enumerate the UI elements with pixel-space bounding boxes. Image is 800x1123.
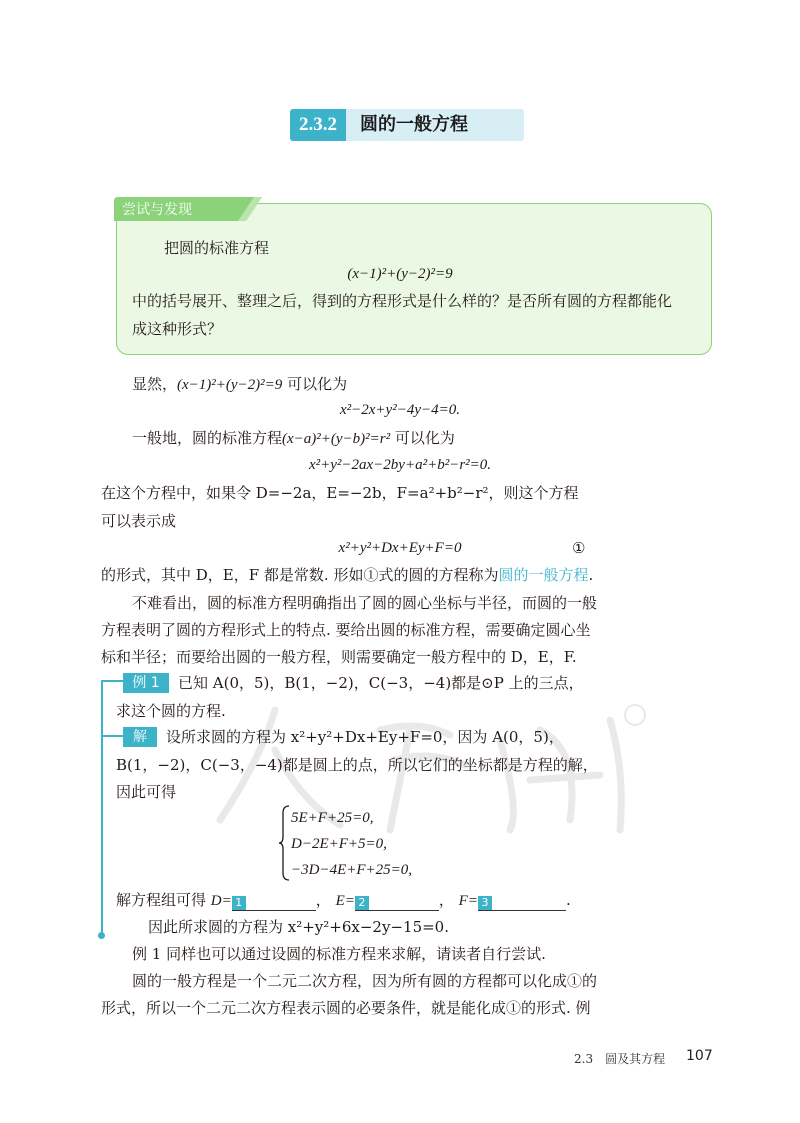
- paragraph-1: 显然，(x−1)²+(y−2)²=9 可以化为: [132, 375, 348, 393]
- key-term: 圆的一般方程: [498, 566, 589, 584]
- paragraph-4: 的形式，其中 D，E，F 都是常数. 形如①式的圆的方程称为圆的一般方程.: [101, 566, 594, 584]
- blank-1[interactable]: [232, 890, 316, 911]
- system-equation-3: −3D−4E+F+25=0,: [291, 862, 413, 878]
- example-line-1: 已知 A(0，5)，B(1，−2)，C(−3，−4)都是⊙P 上的三点，: [178, 674, 584, 692]
- blank-number-3: 3: [478, 896, 492, 910]
- example-side-rule: [101, 680, 103, 935]
- system-equation-1: 5E+F+25=0,: [291, 810, 374, 826]
- blank-number-1: 1: [232, 896, 246, 910]
- paragraph-3: 在这个方程中，如果令 D=−2a，E=−2b，F=a²+b²−r²，则这个方程: [101, 484, 579, 502]
- result-line: 因此所求圆的方程为 x²+y²+6x−2y−15=0.: [148, 918, 449, 936]
- solution-line-1: 设所求圆的方程为 x²+y²+Dx+Ey+F=0，因为 A(0，5)，: [166, 728, 564, 746]
- equation-3-tag: ①: [572, 539, 586, 557]
- paragraph-2: 一般地，圆的标准方程(x−a)²+(y−b)²=r² 可以化为: [132, 429, 455, 447]
- solution-line-3: 因此可得: [116, 783, 177, 801]
- after-line-3: 形式，所以一个二元二次方程表示圆的必要条件，就是能化成①的形式. 例: [101, 999, 591, 1017]
- equation-2: x²+y²−2ax−2by+a²+b²−r²=0.: [308, 457, 492, 473]
- example-label: 例 1: [123, 673, 169, 693]
- example-rule-dot: [98, 932, 105, 939]
- solve-line: 解方程组可得 D= 1 ， E= 2 ， F= 3 .: [116, 891, 571, 909]
- footer-section-title: 2.3 圆及其方程: [574, 1052, 666, 1066]
- paragraph-5-line-2: 方程表明了圆的方程形式上的特点. 要给出圆的标准方程，需要确定圆心坐: [101, 621, 591, 639]
- after-line-1: 例 1 同样也可以通过设圆的标准方程来求解，请读者自行尝试.: [132, 945, 546, 963]
- paragraph-3-cont: 可以表示成: [101, 512, 177, 530]
- page-number: 107: [686, 1048, 713, 1064]
- paragraph-5-line-1: 不难看出，圆的标准方程明确指出了圆的圆心坐标与半径，而圆的一般: [132, 594, 598, 612]
- try-discover-label: 尝试与发现: [122, 202, 192, 218]
- equation-3: x²+y²+Dx+Ey+F=0: [338, 540, 462, 556]
- blank-2[interactable]: [355, 890, 439, 911]
- section-number: 2.3.2: [290, 109, 346, 141]
- example-rule-top: [101, 680, 123, 682]
- try-line-3: 成这种形式？: [132, 320, 223, 338]
- blank-number-2: 2: [355, 896, 369, 910]
- solution-label: 解: [123, 727, 157, 747]
- equation-1: x²−2x+y²−4y−4=0.: [340, 402, 460, 418]
- paragraph-5-line-3: 标和半径；而要给出圆的一般方程，则需要确定一般方程中的 D，E，F.: [101, 648, 577, 666]
- system-brace: [278, 805, 290, 881]
- example-line-2: 求这个圆的方程.: [116, 702, 226, 720]
- solution-line-2: B(1，−2)，C(−3，−4)都是圆上的点，所以它们的坐标都是方程的解，: [116, 756, 598, 774]
- blank-3[interactable]: [478, 890, 566, 911]
- system-equation-2: D−2E+F+5=0,: [291, 836, 387, 852]
- solution-rule-mid: [101, 735, 123, 737]
- try-equation: (x−1)²+(y−2)²=9: [347, 266, 453, 282]
- after-line-2: 圆的一般方程是一个二元二次方程，因为所有圆的方程都可以化成①的: [132, 972, 598, 990]
- try-line-2: 中的括号展开、整理之后，得到的方程形式是什么样的？是否所有圆的方程都能化: [132, 292, 673, 310]
- section-title: 圆的一般方程: [346, 109, 524, 141]
- try-line-1: 把圆的标准方程: [164, 239, 270, 257]
